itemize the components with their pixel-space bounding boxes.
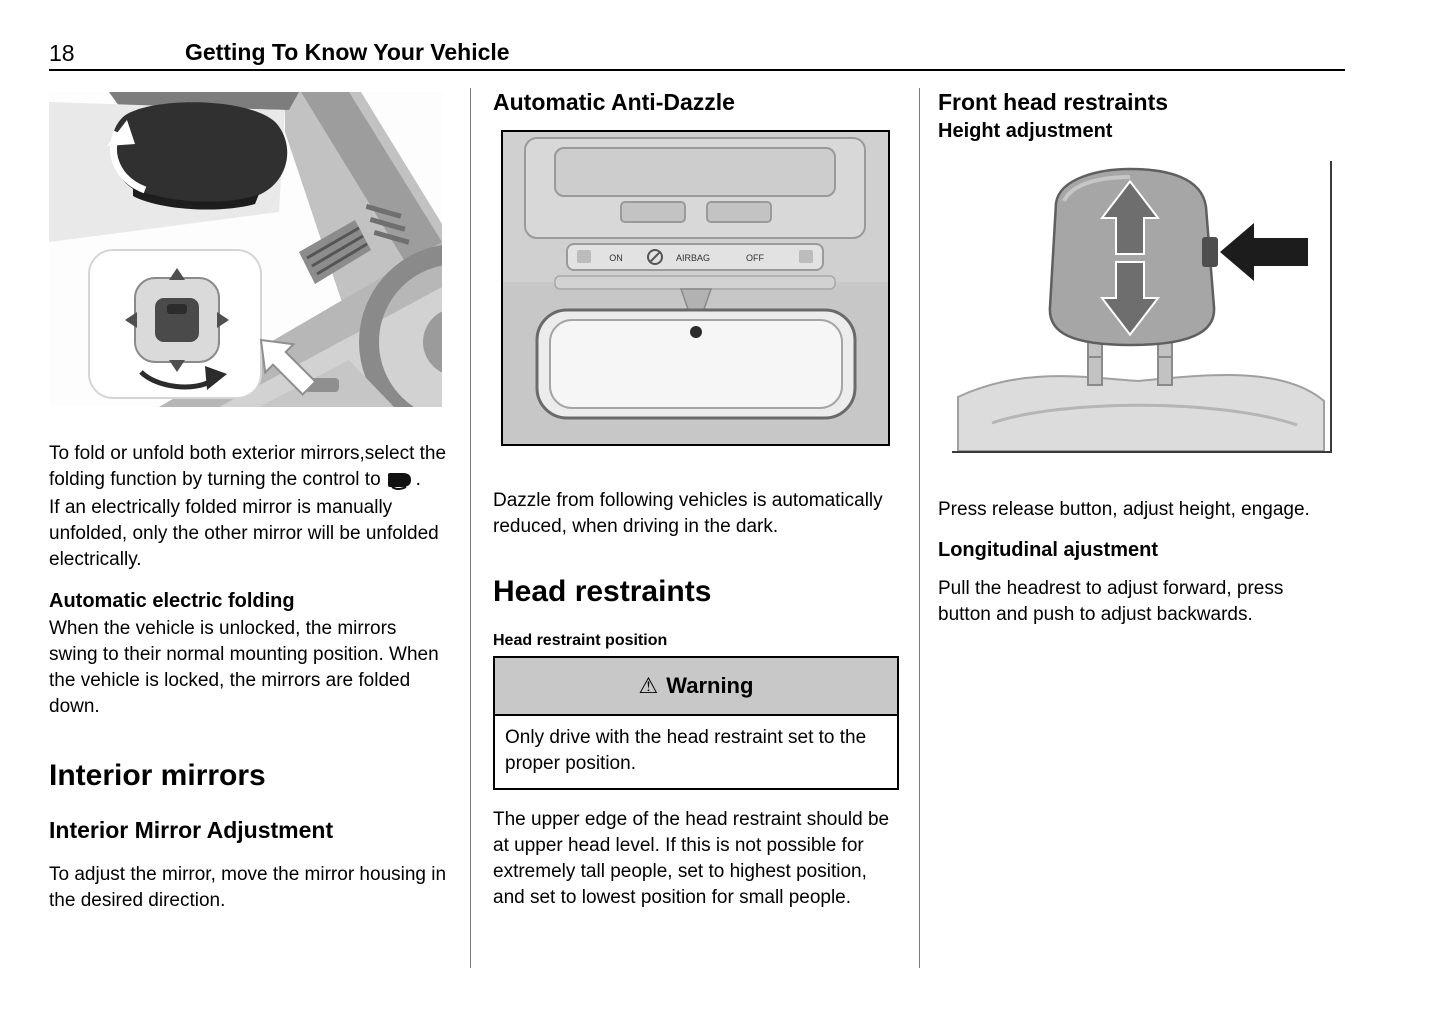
warning-title: Warning: [666, 673, 754, 698]
column-exterior-mirrors: [49, 88, 449, 914]
page-title: Getting To Know Your Vehicle: [185, 39, 510, 65]
mirror-fold-icon: [387, 470, 413, 490]
warning-header: [495, 658, 897, 716]
exterior-mirror-illustration: [49, 92, 442, 407]
column-front-head-restraints: [938, 88, 1337, 628]
fold-instructions-text: To fold or unfold both exterior mirrors,select the folding function by turning the control to: [49, 443, 447, 490]
interior-mirrors-heading: Interior mirrors: [49, 759, 266, 792]
manual-unfold-paragraph: If an electrically folded mirror is manually unfolded, only the other mirror will be unfolded electrically.: [49, 497, 439, 570]
rearview-mirror-illustration: [501, 130, 890, 446]
longitudinal-adjustment-heading: Longitudinal ajustment: [938, 539, 1158, 561]
console-off-label: OFF: [746, 253, 764, 263]
interior-mirror-adjustment-heading: Interior Mirror Adjustment: [49, 817, 334, 843]
head-restraint-position-paragraph: The upper edge of the head restraint should be at upper head level. If this is not possible for extremely tall people, set to highest position, and set to lowest position for small people.: [493, 809, 890, 908]
head-restraint-position-heading: Head restraint position: [493, 632, 668, 649]
auto-electric-folding-paragraph: When the vehicle is unlocked, the mirrors swing to their normal mounting position. When the vehicle is locked, the mirrors are folded down.: [49, 618, 439, 717]
fold-instructions-period: .: [415, 469, 421, 490]
column-divider-1: [470, 88, 471, 968]
head-restraints-heading: Head restraints: [493, 575, 712, 608]
column-anti-dazzle-head-restraints: [493, 88, 899, 911]
anti-dazzle-paragraph: Dazzle from following vehicles is automatically reduced, when driving in the dark.: [493, 490, 883, 537]
column-divider-2: [919, 88, 920, 968]
warning-box: [493, 656, 899, 790]
front-head-restraints-heading: Front head restraints: [938, 89, 1169, 115]
warning-icon: ⚠: [638, 673, 659, 698]
header-rule: [49, 69, 1345, 71]
console-on-label: ON: [609, 253, 623, 263]
auto-electric-folding-heading: Automatic electric folding: [49, 590, 295, 612]
head-restraint-illustration: [952, 161, 1332, 453]
height-adjustment-heading: Height adjustment: [938, 120, 1113, 142]
page-number: 18: [49, 40, 75, 66]
warning-text: Only drive with the head restraint set to the proper position.: [495, 716, 897, 788]
console-airbag-label: AIRBAG: [675, 253, 711, 263]
height-adjustment-paragraph: Press release button, adjust height, engage.: [938, 499, 1310, 520]
longitudinal-adjustment-paragraph: Pull the headrest to adjust forward, press button and push to adjust backwards.: [938, 578, 1284, 625]
fold-instructions-paragraph: [49, 441, 449, 493]
anti-dazzle-heading: Automatic Anti-Dazzle: [493, 89, 735, 115]
interior-mirror-adjustment-paragraph: To adjust the mirror, move the mirror housing in the desired direction.: [49, 864, 447, 911]
